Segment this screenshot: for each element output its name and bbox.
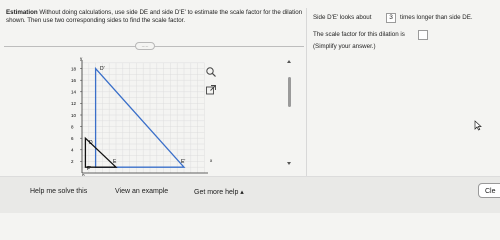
answer-line-2-text: The scale factor for this dilation is	[313, 31, 405, 38]
simplify-hint: (Simplify your answer.)	[313, 43, 376, 50]
get-more-help-button[interactable]: Get more help ▴	[194, 189, 244, 196]
x-axis-label: x	[210, 158, 213, 163]
help-me-solve-button[interactable]: Help me solve this	[30, 188, 88, 195]
mouse-cursor-icon	[474, 120, 482, 131]
y-tick-label: 2	[71, 159, 74, 165]
problem-instructions	[6, 9, 306, 25]
y-axis-ticks	[71, 66, 82, 164]
y-tick-label: 4	[71, 147, 74, 153]
label-D: D	[89, 140, 93, 146]
y-tick-label: 14	[71, 89, 77, 95]
y-tick-label: 6	[71, 136, 74, 141]
y-axis-label: y	[80, 56, 83, 61]
view-example-button[interactable]: View an example	[115, 188, 169, 195]
label-F-prime: F'	[87, 166, 92, 172]
answer-line-1-prefix: Side D'E' looks about	[313, 14, 372, 21]
magnifier-icon[interactable]	[205, 66, 217, 78]
pane-scrollbar-thumb[interactable]	[288, 77, 291, 107]
y-tick-label: 8	[71, 124, 74, 130]
y-tick-label: 16	[71, 78, 77, 83]
scale-factor-input[interactable]	[418, 30, 428, 40]
instructions-lead: Estimation	[6, 9, 38, 16]
graph-grid	[82, 63, 204, 173]
pane-separator	[306, 8, 307, 178]
scroll-down-arrow[interactable]	[287, 162, 291, 165]
triangle-image-DEF-prime	[96, 69, 184, 168]
instructions-body: Without doing calculations, use side DE and side D'E' to estimate the scale factor for the dilation shown. Then use two corresponding sides to find the scale factor.	[6, 9, 303, 24]
answer-line-1-suffix: times longer than side DE.	[400, 14, 473, 21]
scroll-up-arrow[interactable]	[287, 60, 291, 63]
y-tick-label: 18	[71, 66, 77, 72]
popout-icon[interactable]	[205, 84, 217, 96]
label-E: E	[113, 159, 117, 165]
divider-handle[interactable]: .....	[135, 42, 155, 50]
label-E-prime: E'	[181, 159, 186, 165]
y-tick-label: 10	[71, 112, 77, 118]
coordinate-graph	[60, 56, 220, 178]
answer-box-times[interactable]: 3	[386, 13, 396, 23]
label-D-prime: D'	[100, 66, 105, 72]
clear-all-button[interactable]: Cle	[478, 183, 500, 198]
y-tick-label: 12	[71, 101, 77, 107]
